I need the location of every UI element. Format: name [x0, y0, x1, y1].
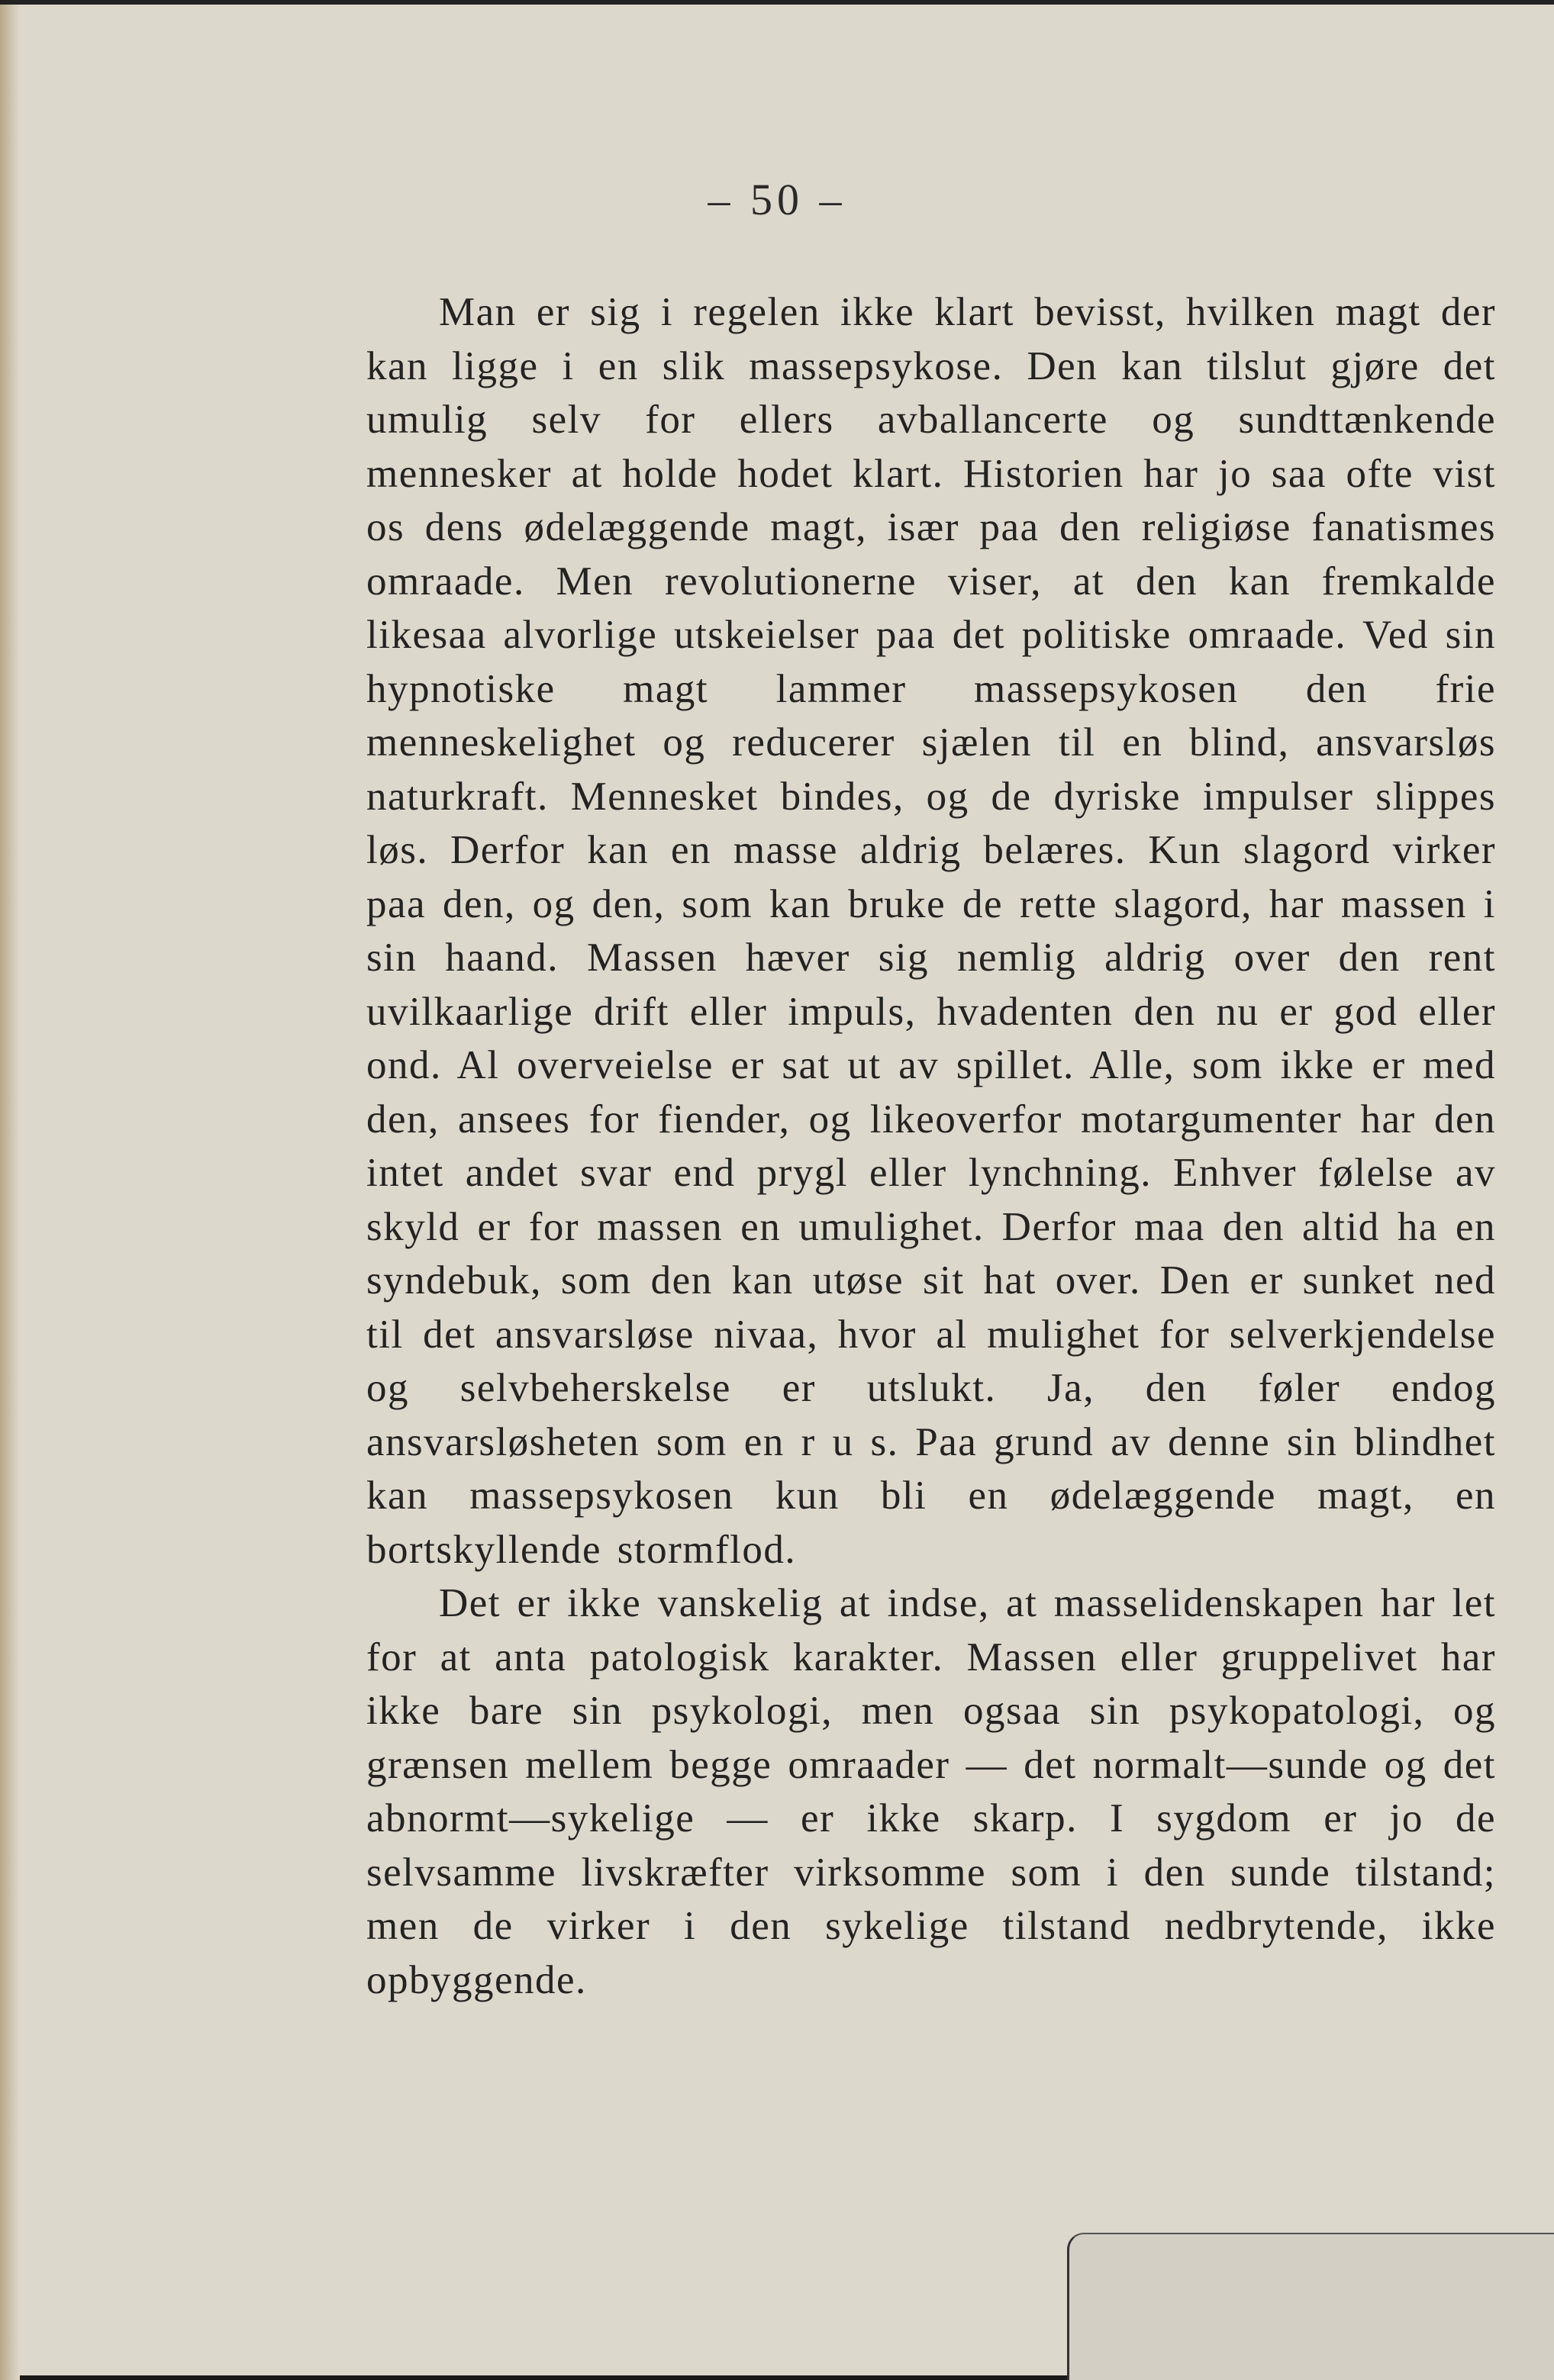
paragraph-2: Det er ikke vanskelig at indse, at masselidenskapen har let for at anta patologisk karakter. Massen eller gruppelivet har ikke bare sin psykologi, men ogsaa sin psykopatologi, og grænsen mellem begge omraader — det normalt—sunde og det abnormt—sykelige — er ikke skarp. I sygdom er jo de selvsamme livskræfter virksomme som i den sunde tilstand; men de virker i den sykelige tilstand nedbrytende, ikke opbyggende. — [366, 1581, 1496, 2002]
paragraph-1: Man er sig i regelen ikke klart bevisst, hvilken magt der kan ligge i en slik massepsykose. Den kan tilslut gjøre det umulig selv for ellers avballancerte og sundttænkende mennesker at holde hodet klart. Historien har jo saa ofte vist os dens ødelæggende magt, især paa den religiøse fanatismes omraade. Men revolutionerne viser, at den kan fremkalde likesaa alvorlige utskeielser paa det politiske omraade. Ved sin hypnotiske magt lammer massepsykosen den frie menneskelighet og reducerer sjælen til en blind, ansvarsløs naturkraft. Mennesket bindes, og de dyriske impulser slippes løs. Derfor kan en masse aldrig belæres. Kun slagord virker paa den, og den, som kan bruke de rette slagord, har massen i sin haand. Massen hæver sig nemlig aldrig over den rent uvilkaarlige drift eller impuls, hvadenten den nu er god eller ond. Al overveielse er sat ut av spillet. Alle, som ikke er med den, ansees for fiender, og likeoverfor motargumenter har den intet andet svar end prygl eller lynchning. Enhver følelse av skyld er for massen en umulighet. Derfor maa den altid ha en syndebuk, som den kan utøse sit hat over. Den er sunket ned til det ansvarsløse nivaa, hvor al mulighet for selverkjendelse og selvbeherskelse er utslukt. Ja, den føler endog ansvarsløsheten som en r u s. Paa grund av denne sin blindhet kan massepsykosen kun bli en ødelæggende magt, en bortskyllende stormflod. — [366, 290, 1496, 1572]
page-edge — [0, 5, 20, 2380]
page-number: – 50 – — [708, 175, 846, 224]
page-corner-mark — [1067, 2233, 1554, 2380]
body-text — [366, 285, 1496, 2007]
